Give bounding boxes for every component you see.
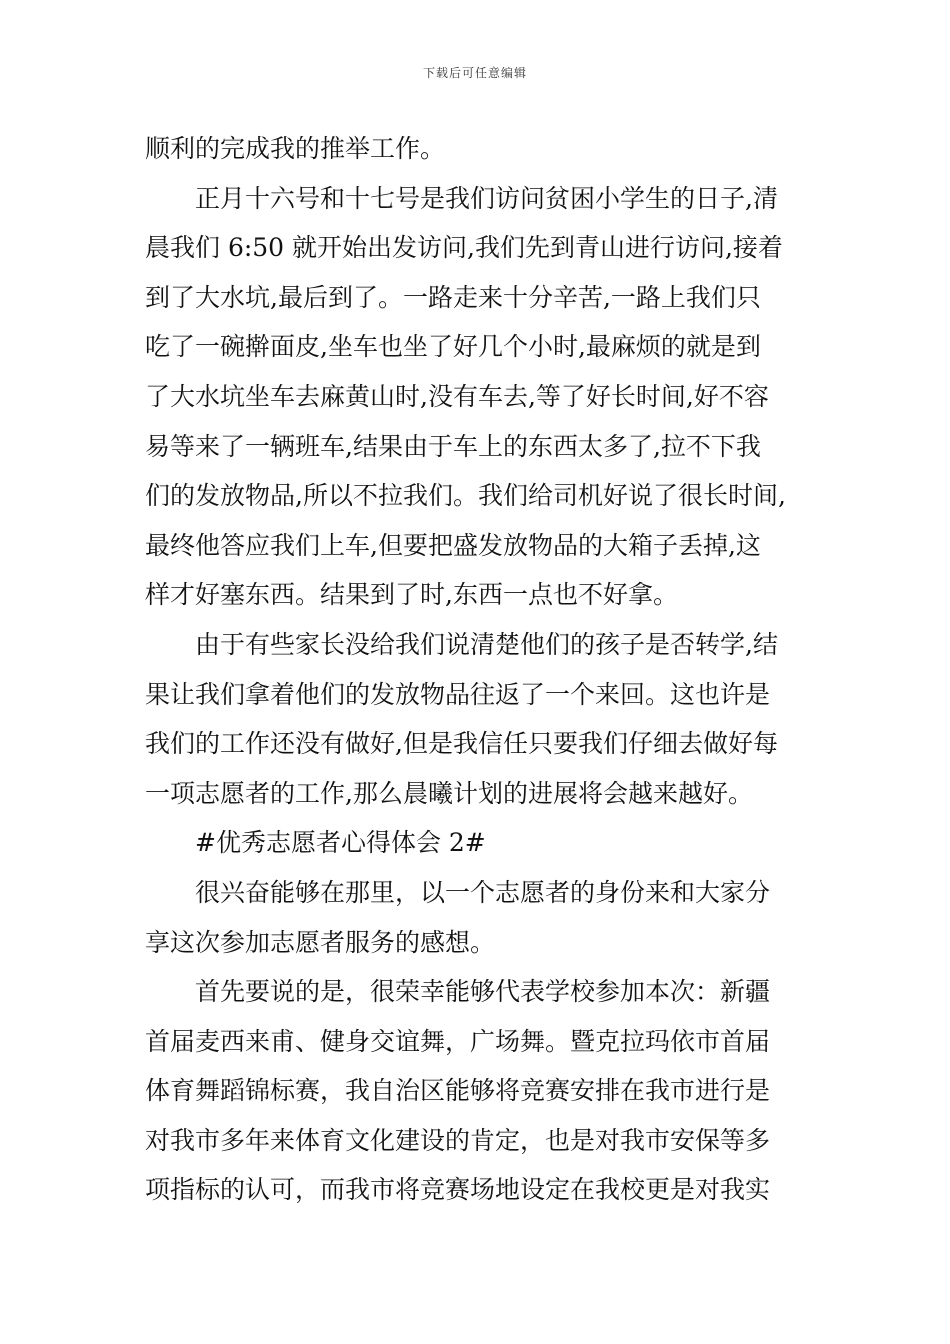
- paragraph-1: [145, 124, 815, 174]
- page-header: 下载后可任意编辑: [422, 66, 527, 80]
- paragraph-5: [145, 967, 815, 1215]
- paragraph-3: [145, 620, 815, 818]
- document-body: [145, 124, 815, 1215]
- text-line: 体育舞蹈锦标赛，我自治区能够将竞赛安排在我市进行是: [145, 1076, 771, 1106]
- text-line: 吃了一碗擀面皮,坐车也坐了好几个小时,最麻烦的就是到: [145, 332, 761, 362]
- text-line: 我们的工作还没有做好,但是我信任只要我们仔细去做好每: [145, 729, 778, 759]
- text-line: 由于有些家长没给我们说清楚他们的孩子是否转学,结: [195, 629, 778, 659]
- text-line: 很兴奋能够在那里，以一个志愿者的身份来和大家分: [195, 877, 771, 907]
- text-line: #优秀志愿者心得体会 2#: [195, 828, 486, 858]
- text-line: 果让我们拿着他们的发放物品往返了一个来回。这也许是: [145, 679, 771, 709]
- text-line: 到了大水坑,最后到了。一路走来十分辛苦,一路上我们只: [145, 282, 761, 312]
- text-line: 对我市多年来体育文化建设的肯定，也是对我市安保等多: [145, 1125, 771, 1155]
- section-heading: [145, 818, 815, 868]
- paragraph-4: [145, 868, 815, 967]
- text-line: 首先要说的是，很荣幸能够代表学校参加本次：新疆: [195, 977, 771, 1007]
- text-line: 首届麦西来甫、健身交谊舞，广场舞。暨克拉玛依市首届: [145, 1026, 771, 1056]
- text-line: 顺利的完成我的推举工作。: [145, 134, 446, 163]
- text-line: 样才好塞东西。结果到了时,东西一点也不好拿。: [145, 580, 678, 610]
- text-line: 享这次参加志愿者服务的感想。: [145, 927, 496, 957]
- text-line: 正月十六号和十七号是我们访问贫困小学生的日子,清: [195, 183, 778, 213]
- text-line: 一项志愿者的工作,那么晨曦计划的进展将会越来越好。: [145, 778, 753, 808]
- paragraph-2: [145, 174, 815, 620]
- text-line: 项指标的认可，而我市将竞赛场地设定在我校更是对我实: [145, 1175, 771, 1205]
- text-line: 了大水坑坐车去麻黄山时,没有车去,等了好长时间,好不容: [145, 381, 769, 411]
- text-line: 最终他答应我们上车,但要把盛发放物品的大箱子丢掉,这: [145, 530, 761, 560]
- text-line: 们的发放物品,所以不拉我们。我们给司机好说了很长时间,: [145, 481, 786, 511]
- text-line: 易等来了一辆班车,结果由于车上的东西太多了,拉不下我: [145, 431, 761, 461]
- text-line: 晨我们 6:50 就开始出发访问,我们先到青山进行访问,接着: [145, 233, 783, 263]
